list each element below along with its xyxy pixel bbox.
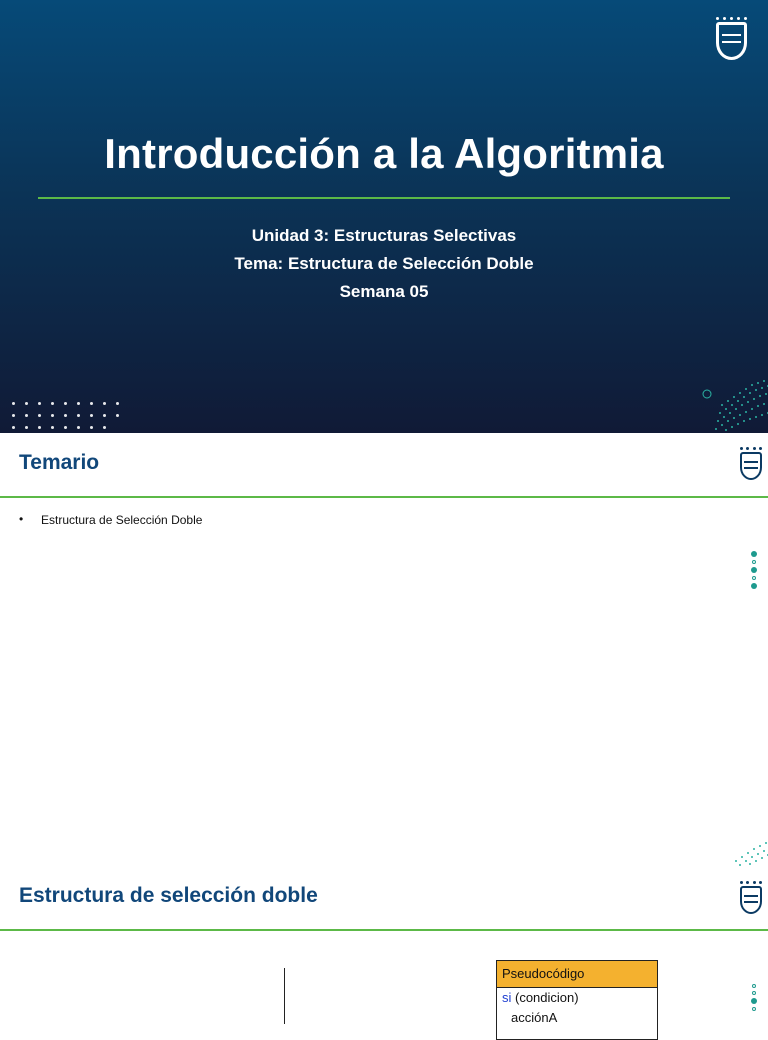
university-shield-logo	[740, 881, 762, 914]
pseudocode-line	[497, 988, 657, 1008]
title-slide	[0, 0, 768, 433]
decorative-side-dots	[750, 551, 758, 592]
agenda-list	[19, 513, 202, 527]
university-shield-logo	[716, 17, 747, 60]
decorative-dot-wave	[700, 375, 768, 433]
decorative-dot-grid	[12, 402, 129, 429]
list-item: • Estructura de Selección Doble	[19, 513, 202, 527]
decorative-side-dots	[750, 984, 758, 1014]
slide-heading: Estructura de selección doble	[19, 884, 318, 907]
condition-text: (condicion)	[511, 990, 579, 1005]
heading-divider	[0, 929, 768, 931]
slide-heading: Temario	[19, 451, 100, 474]
university-shield-logo	[740, 447, 762, 480]
pseudocode-box	[496, 960, 658, 1040]
title-divider	[38, 197, 730, 199]
unit-line: Unidad 3: Estructuras Selectivas	[251, 226, 517, 245]
course-title: Introducción a la Algoritmia	[104, 130, 664, 177]
keyword-si: si	[502, 990, 512, 1005]
pseudocode-line: acciónA	[511, 1010, 558, 1025]
pseudocode-header: Pseudocódigo	[497, 961, 657, 988]
week-line: Semana 05	[339, 282, 429, 301]
topic-line: Tema: Estructura de Selección Doble	[234, 254, 534, 273]
decorative-dot-wave	[730, 837, 768, 867]
heading-divider	[0, 496, 768, 498]
agenda-slide	[0, 433, 768, 867]
flowchart-connector-line	[284, 968, 285, 1024]
